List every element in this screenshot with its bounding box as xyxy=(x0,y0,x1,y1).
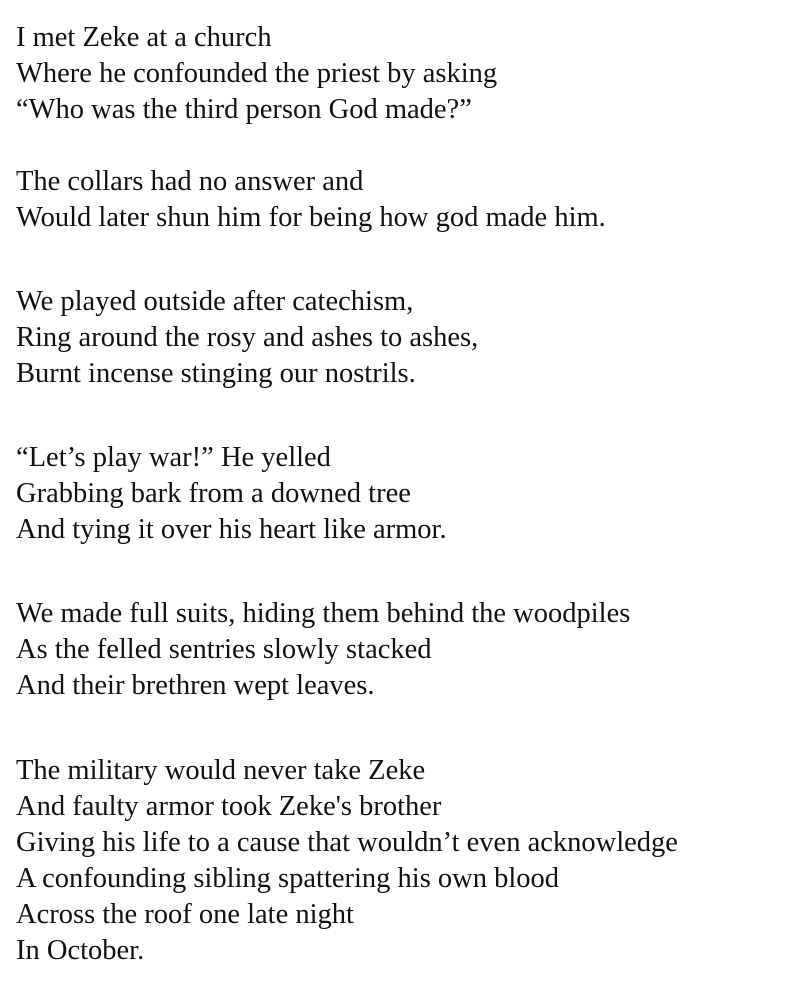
poem-line: And their brethren wept leaves. xyxy=(16,670,375,701)
stanza-2 xyxy=(16,164,786,236)
poem-line: As the felled sentries slowly stacked xyxy=(16,634,432,665)
poem-line: The collars had no answer and xyxy=(16,166,364,197)
poem-line: Grabbing bark from a downed tree xyxy=(16,478,411,509)
stanza-3 xyxy=(16,284,786,392)
poem-line: “Who was the third person God made?” xyxy=(16,94,472,125)
poem-line: “Let’s play war!” He yelled xyxy=(16,442,331,473)
poem-line: And faulty armor took Zeke's brother xyxy=(16,791,442,822)
poem-line: Ring around the rosy and ashes to ashes, xyxy=(16,322,479,353)
stanza-4 xyxy=(16,440,786,548)
poem-line: Would later shun him for being how god made him. xyxy=(16,202,606,233)
poem-body xyxy=(16,20,786,969)
poem-line: And tying it over his heart like armor. xyxy=(16,514,447,545)
poem-line: In October. xyxy=(16,935,145,966)
poem-line: We made full suits, hiding them behind the woodpiles xyxy=(16,598,631,629)
poem-line: Burnt incense stinging our nostrils. xyxy=(16,358,416,389)
poem-line: A confounding sibling spattering his own blood xyxy=(16,863,560,894)
stanza-5 xyxy=(16,596,786,704)
poem-line: I met Zeke at a church xyxy=(16,22,272,53)
stanza-1 xyxy=(16,20,786,128)
poem-line: Giving his life to a cause that wouldn’t even acknowledge xyxy=(16,827,678,858)
poem-line: The military would never take Zeke xyxy=(16,755,426,786)
poem-line: Where he confounded the priest by asking xyxy=(16,58,498,89)
poem-line: We played outside after catechism, xyxy=(16,286,414,317)
poem-line: Across the roof one late night xyxy=(16,899,354,930)
stanza-6 xyxy=(16,753,786,969)
